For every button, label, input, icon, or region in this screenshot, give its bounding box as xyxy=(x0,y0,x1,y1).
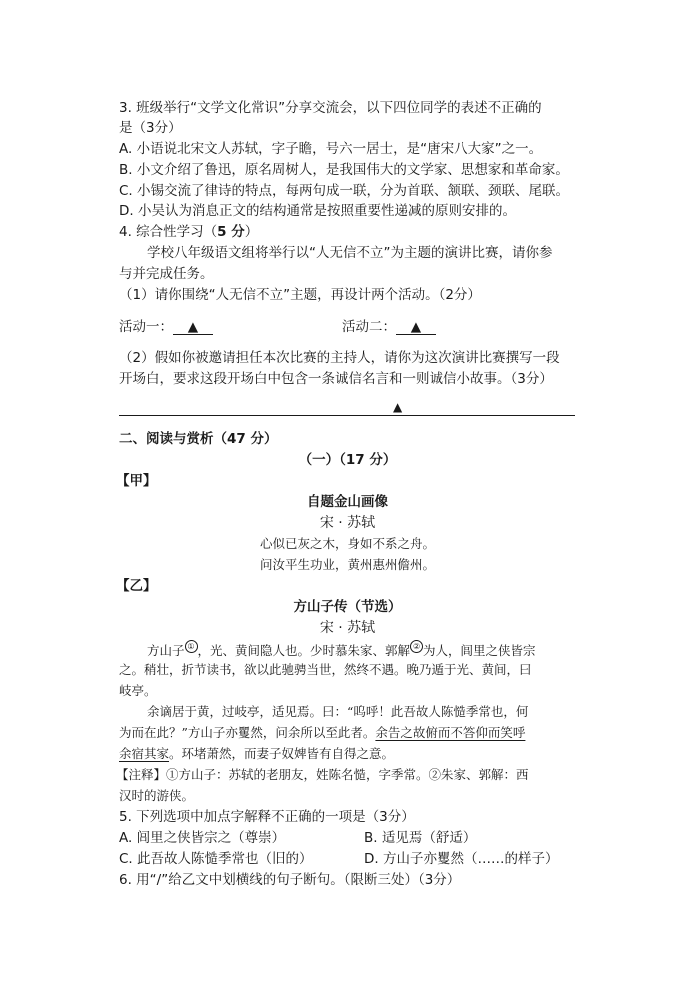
q3-option-d: D. 小吴认为消息正文的结构通常是按照重要性递减的原则安排的。 xyxy=(119,203,516,219)
jia-poem-line2: 问汝平生功业，黄州惠州儋州。 xyxy=(259,557,435,572)
q5-stem: 5. 下列选项中加点字解释不正确的一项是（3分） xyxy=(119,809,415,825)
yi-para2-line3 xyxy=(119,745,394,763)
note-marker-2: ② xyxy=(410,640,423,653)
yi-author: 宋 · 苏轼 xyxy=(319,620,376,636)
yi-para2-line1: 余谪居于黄，过岐亭，适见焉。曰：“呜呼！此吾故人陈慥季常也，何 xyxy=(147,704,529,719)
q6-stem: 6. 用“/”给乙文中划横线的句子断句。（限断三处）（3分） xyxy=(119,872,461,888)
section-two-heading: 二、阅读与赏析（47 分） xyxy=(119,431,278,447)
q4-score: 5 分 xyxy=(217,224,245,240)
notes-line1: 【注释】①方山子：苏轼的老朋友，姓陈名慥，字季常。②朱家、郭解：西 xyxy=(116,767,529,782)
yi-p1-b: ，光、黄间隐人也。少时慕朱家、郭解 xyxy=(197,643,411,658)
yi-para1-line3: 岐亭。 xyxy=(119,683,157,698)
activity-one xyxy=(119,318,213,336)
q3-option-c: C. 小锡交流了律诗的特点，每两句成一联，分为首联、颔联、颈联、尾联。 xyxy=(119,183,570,199)
q5-option-a: A. 闾里之侠皆宗之（尊崇） xyxy=(119,830,286,846)
yi-p2-plain: 为而在此？”方山子亦矍然，问余所以至此者。 xyxy=(119,725,376,740)
q3-stem-line2: 是（3分） xyxy=(119,120,182,136)
q4-intro-line2: 与并完成任务。 xyxy=(119,266,214,282)
q3-option-a: A. 小语说北宋文人苏轼，字子瞻，号六一居士，是“唐宋八大家”之一。 xyxy=(119,141,543,157)
activity-two-blank: ▲ xyxy=(396,320,436,335)
yi-para2-line2 xyxy=(119,724,525,742)
yi-label: 【乙】 xyxy=(116,578,157,594)
jia-poem-line1: 心似已灰之木，身如不系之舟。 xyxy=(259,536,435,551)
activity-one-label: 活动一： xyxy=(119,319,173,335)
answer-line xyxy=(119,415,575,416)
q4-sub1: （1）请你围绕“人无信不立”主题，再设计两个活动。（2分） xyxy=(119,287,481,303)
activity-one-blank: ▲ xyxy=(173,320,213,335)
q4-sub2-line1: （2）假如你被邀请担任本次比赛的主持人，请你为这次演讲比赛撰写一段 xyxy=(119,350,560,366)
activity-two-label: 活动二： xyxy=(342,319,396,335)
yi-title: 方山子传（节选） xyxy=(293,599,402,615)
q4-title xyxy=(119,223,258,241)
q4-sub2-line2: 开场白，要求这段开场白中包含一条诚信名言和一则诚信小故事。（3分） xyxy=(119,371,553,387)
note-marker-1: ① xyxy=(185,640,198,653)
q5-option-d: D. 方山子亦矍然（……的样子） xyxy=(364,851,559,867)
underlined-sentence-part1: 余告之故俯而不答仰而笑呼 xyxy=(375,725,526,740)
yi-p1-a: 方山子 xyxy=(147,643,185,658)
underlined-sentence-part2: 余宿其家 xyxy=(119,746,170,761)
yi-para1-line1 xyxy=(147,640,536,660)
jia-title: 自题金山画像 xyxy=(307,494,388,510)
part-one-heading: （一）（17 分） xyxy=(298,452,397,468)
answer-mark: ▲ xyxy=(393,400,403,414)
q4-title-text: 4. 综合性学习（ xyxy=(119,224,218,240)
yi-p2-rest: 。环堵萧然，而妻子奴婢皆有自得之意。 xyxy=(169,746,395,761)
q5-option-c: C. 此吾故人陈慥季常也（旧的） xyxy=(119,851,313,867)
activity-two xyxy=(342,318,436,336)
yi-p1-c: 为人，闾里之侠皆宗 xyxy=(423,643,536,658)
q3-stem-line1: 3. 班级举行“文学文化常识”分享交流会，以下四位同学的表述不正确的 xyxy=(119,100,542,116)
yi-para1-line2: 之。稍壮，折节读书，欲以此驰骋当世，然终不遇。晚乃遁于光、黄间，曰 xyxy=(119,662,532,677)
jia-label: 【甲】 xyxy=(116,473,157,489)
q3-option-b: B. 小文介绍了鲁迅，原名周树人，是我国伟大的文学家、思想家和革命家。 xyxy=(119,162,569,178)
jia-author: 宋 · 苏轼 xyxy=(319,515,376,531)
q4-intro-line1: 学校八年级语文组将举行以“人无信不立”为主题的演讲比赛，请你参 xyxy=(147,245,553,261)
q4-title-end: ） xyxy=(244,224,259,240)
q5-option-b: B. 适见焉（舒适） xyxy=(364,830,477,846)
notes-line2: 汉时的游侠。 xyxy=(119,788,195,803)
